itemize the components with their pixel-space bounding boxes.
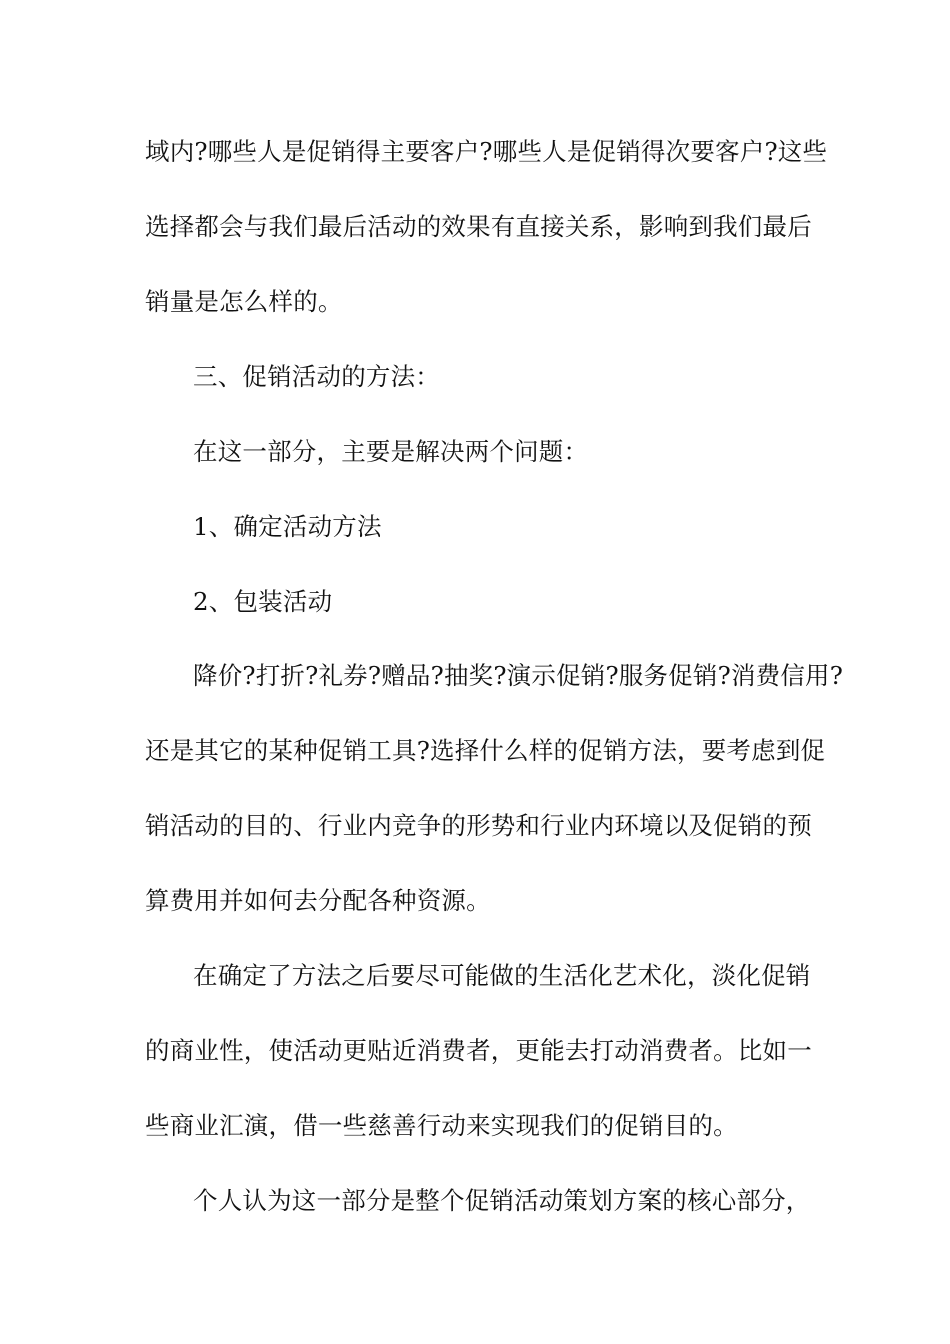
- text-line: 销活动的目的、行业内竞争的形势和行业内环境以及促销的预: [145, 811, 812, 840]
- text-line: 算费用并如何去分配各种资源。: [145, 886, 491, 915]
- text-line: 的商业性，使活动更贴近消费者，更能去打动消费者。比如一: [145, 1036, 812, 1065]
- list-item: 2、包装活动: [193, 587, 333, 616]
- text-line: 还是其它的某种促销工具?选择什么样的促销方法，要考虑到促: [145, 736, 826, 765]
- text-line: 降价?打折?礼券?赠品?抽奖?演示促销?服务促销?消费信用?: [193, 661, 844, 690]
- section-heading: 三、促销活动的方法：: [193, 362, 440, 391]
- text-line: 选择都会与我们最后活动的效果有直接关系，影响到我们最后: [145, 212, 812, 241]
- text-line: 在这一部分，主要是解决两个问题：: [193, 437, 589, 466]
- list-item: 1、确定活动方法: [193, 512, 382, 541]
- text-line: 个人认为这一部分是整个促销活动策划方案的核心部分，: [193, 1186, 811, 1215]
- text-line: 销量是怎么样的。: [145, 287, 343, 316]
- text-line: 些商业汇演，借一些慈善行动来实现我们的促销目的。: [145, 1111, 738, 1140]
- text-line: 在确定了方法之后要尽可能做的生活化艺术化，淡化促销: [193, 961, 811, 990]
- text-line: 域内?哪些人是促销得主要客户?哪些人是促销得次要客户?这些: [145, 137, 828, 166]
